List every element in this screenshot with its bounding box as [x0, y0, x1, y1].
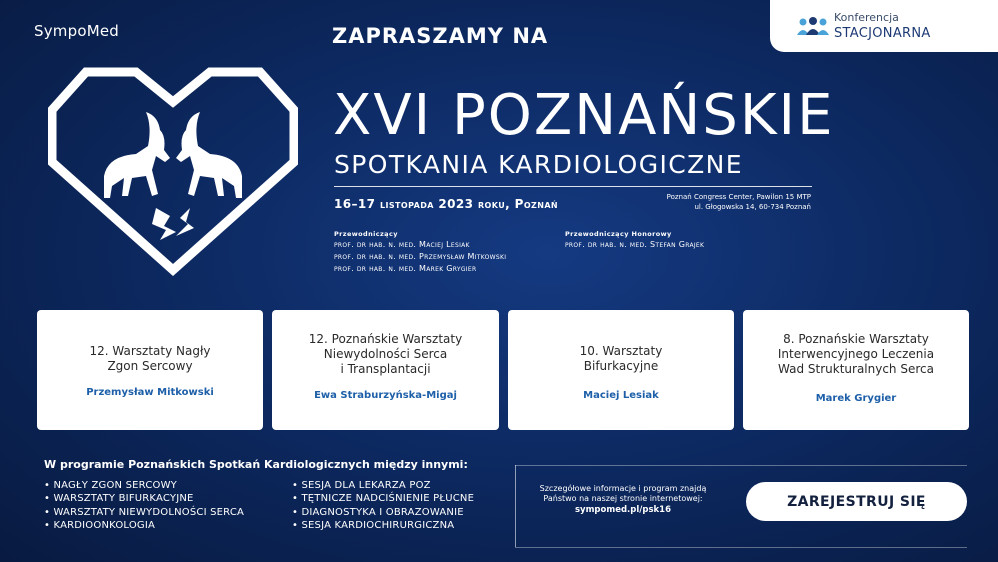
event-date: 16–17 listopada 2023 roku, Poznań: [334, 197, 559, 211]
info-text-line2: Państwo na naszej stronie internetowej:: [543, 494, 703, 503]
workshop-card[interactable]: [508, 310, 734, 430]
honorary-chair-heading: Przewodniczący Honorowy: [565, 230, 672, 238]
workshop-card[interactable]: [37, 310, 263, 430]
program-item: • WARSZTATY NIEWYDOLNOŚCI SERCA: [44, 506, 245, 518]
workshop-lead: Maciej Lesiak: [583, 390, 659, 401]
honorary-chair-name: prof. dr hab. n. med. Stefan Grajek: [565, 240, 705, 249]
workshop-title: 10. Warsztaty Bifurkacyjne: [579, 344, 663, 373]
workshop-card[interactable]: [272, 310, 499, 430]
website-link[interactable]: sympomed.pl/psk16: [574, 505, 672, 515]
invite-heading: ZAPRASZAMY NA: [332, 24, 549, 48]
chair-name: prof. dr hab. n. med. Maciej Lesiak: [334, 240, 470, 249]
venue-address: ul. Głogowska 14, 60-734 Poznań: [694, 203, 811, 211]
workshop-lead: Przemysław Mitkowski: [86, 387, 214, 398]
venue-name: Poznań Congress Center, Pawilon 15 MTP: [666, 193, 811, 201]
people-icon: [796, 16, 830, 36]
heart-goats-emblem: [48, 66, 298, 276]
badge-line1: Konferencja: [834, 11, 899, 24]
program-list-left: [44, 479, 244, 532]
program-item: • SESJA KARDIOCHIRURGICZNA: [292, 519, 455, 531]
program-item: • TĘTNICZE NADCIŚNIENIE PŁUCNE: [292, 493, 475, 505]
chair-name: prof. dr hab. n. med. Przemysław Mitkowski: [334, 252, 507, 261]
workshop-lead: Ewa Straburzyńska-Migaj: [314, 390, 457, 401]
program-heading: W programie Poznańskich Spotkań Kardiologicznych między innymi:: [44, 458, 468, 471]
program-item: • SESJA DLA LEKARZA POZ: [292, 480, 431, 491]
workshop-title: 12. Poznańskie Warsztaty Niewydolności Serca i Transplantacji: [308, 332, 463, 376]
chairs-heading: Przewodniczący: [334, 230, 398, 238]
program-list-right: [292, 479, 474, 532]
info-divider-bottom: [515, 547, 967, 548]
workshop-title: 8. Poznańskie Warsztaty Interwencyjnego Leczenia Wad Strukturalnych Serca: [777, 332, 935, 376]
register-button[interactable]: ZAREJESTRUJ SIĘ: [746, 482, 967, 521]
program-item: • DIAGNOSTYKA I OBRAZOWANIE: [292, 506, 464, 518]
workshop-lead: Marek Grygier: [815, 393, 897, 404]
conference-type-badge: [770, 0, 998, 52]
program-item: • WARSZTATY BIFURKACYJNE: [44, 493, 194, 505]
workshop-title: 12. Warsztaty Nagły Zgon Sercowy: [89, 344, 211, 373]
event-subtitle: SPOTKANIA KARDIOLOGICZNE: [334, 150, 743, 179]
info-text-line1: Szczegółowe informacje i program znajdą: [539, 484, 707, 493]
program-item: • KARDIOONKOLOGIA: [44, 519, 156, 531]
info-divider-top: [515, 465, 967, 466]
info-divider-vertical: [515, 465, 516, 547]
event-title: XVI POZNAŃSKIE: [333, 83, 835, 148]
sympomed-logo: SympoMed: [34, 22, 120, 40]
program-item: • NAGŁY ZGON SERCOWY: [44, 480, 177, 491]
badge-line2: STACJONARNA: [834, 26, 931, 41]
title-divider: [334, 186, 812, 187]
workshop-card[interactable]: [743, 310, 969, 430]
chair-name: prof. dr hab. n. med. Marek Grygier: [334, 264, 477, 273]
